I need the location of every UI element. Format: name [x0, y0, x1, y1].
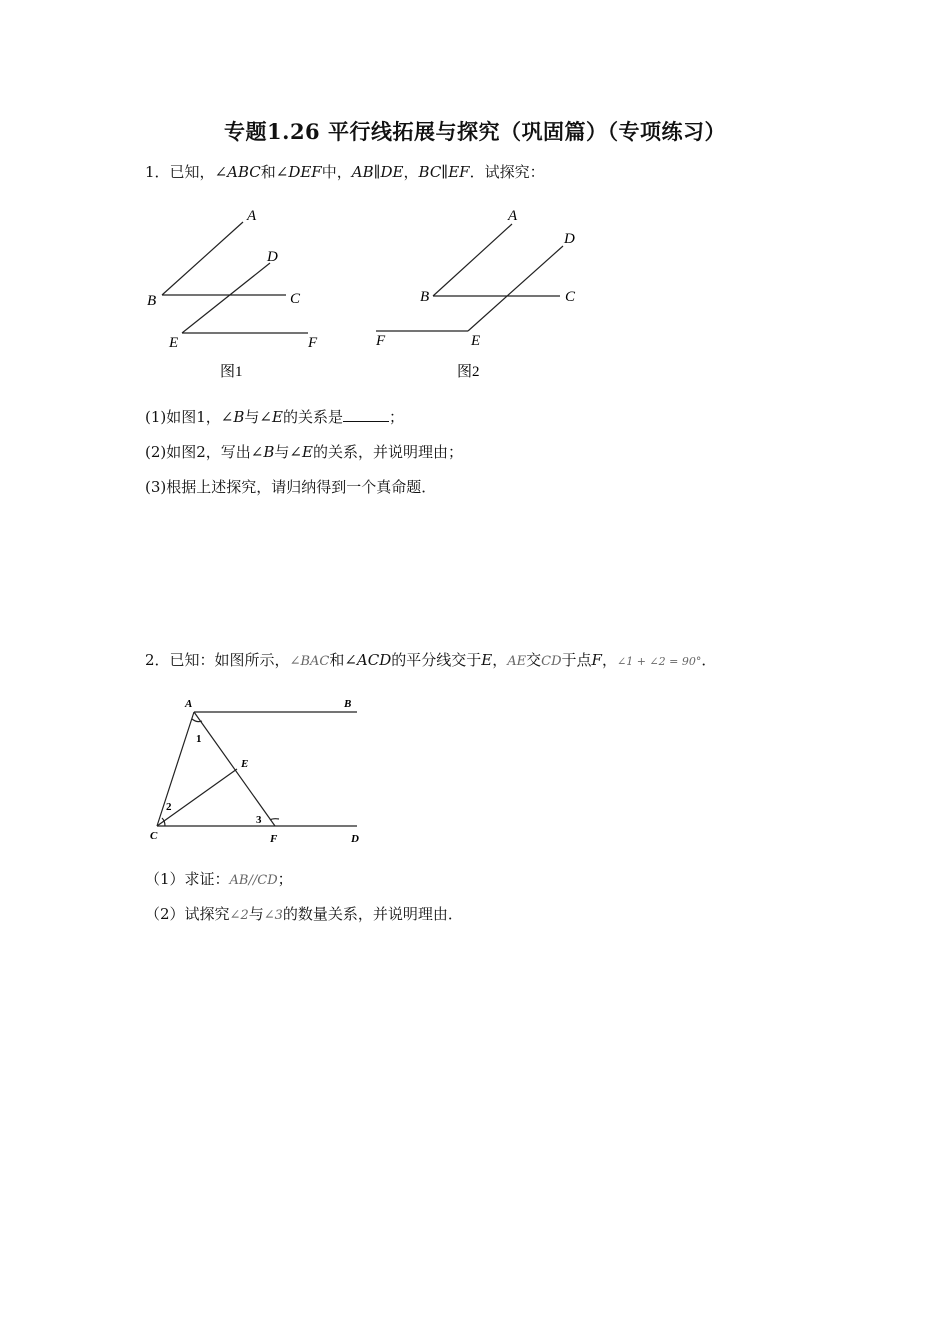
fig1-caption: 图1 [220, 364, 243, 380]
fig2-caption: 图2 [457, 364, 480, 380]
q1-stem [145, 162, 545, 182]
fig1-label-b: B [147, 293, 157, 309]
line-ed [182, 263, 270, 333]
q1-angle-abc: ∠ABC [214, 163, 261, 181]
q1-mid: 中， [321, 163, 352, 181]
q1-sub2-with: 与 [274, 443, 290, 461]
q2-cross: 交 [526, 651, 542, 669]
fig1-label-e: E [169, 335, 179, 351]
q2-line-ae: AE [507, 654, 527, 669]
q1-parallel-2: BC∥EF [418, 163, 470, 181]
q2-stem [145, 650, 716, 672]
q2-comma-2: ， [601, 651, 617, 669]
q2-angle-label-2: 2 [166, 801, 172, 813]
fig2-label-b: B [420, 289, 430, 305]
line-ce [157, 769, 237, 826]
q2-sub-2 [145, 904, 463, 926]
q1-angle-def: ∠DEF [275, 163, 322, 181]
fig2-label-d: D [564, 231, 575, 247]
fig1-label-d: D [267, 249, 278, 265]
q1-figure-1 [140, 200, 340, 385]
q1-number: 1． [145, 163, 170, 181]
q2-line-cd: CD [541, 654, 562, 669]
fig1-label-f: F [308, 335, 318, 351]
q2-sub-1 [145, 869, 293, 891]
q2-fig-label-d: D [351, 833, 359, 845]
q1-sub-1 [145, 407, 404, 427]
q2-fig-label-a: A [185, 698, 193, 710]
fig1-label-a: A [247, 208, 257, 224]
q1-sub2-angle-b: ∠B [250, 443, 275, 461]
fig2-label-c: C [565, 289, 576, 305]
fig2-label-e: E [471, 333, 481, 349]
q1-sub1-suffix: 的关系是 [282, 408, 343, 426]
q2-sub2-angle-3: ∠3 [263, 908, 283, 923]
q2-condition: ∠1 + ∠2 = 90° [616, 655, 702, 668]
answer-blank[interactable] [343, 407, 389, 422]
q1-figure-2 [370, 200, 590, 385]
q2-fig-label-c: C [150, 830, 158, 842]
q2-number: 2． [145, 651, 170, 669]
q1-sub-3: (3)根据上述探究，请归纳得到一个真命题． [145, 478, 437, 496]
angle-mark-3 [270, 819, 279, 820]
q2-point-f: F [591, 651, 602, 669]
q2-sub2-with: 与 [248, 905, 264, 923]
fig2-label-f: F [376, 333, 386, 349]
q2-angle-label-3: 3 [256, 814, 262, 826]
line-ba [162, 222, 243, 295]
q2-comma-1: ， [492, 651, 508, 669]
q2-sub1-end: ； [277, 870, 293, 888]
q2-sub2-suffix: 的数量关系，并说明理由． [282, 905, 463, 923]
q2-mid: 的平分线交于 [391, 651, 482, 669]
q1-sub-2 [145, 442, 463, 462]
q1-sub2-prefix: (2)如图2，写出 [145, 443, 251, 461]
q1-stem-end: ．试探究： [469, 163, 545, 181]
line-ba [433, 224, 512, 296]
q1-sub1-with: 与 [244, 408, 260, 426]
q2-angle-bac: ∠BAC [289, 654, 330, 669]
q1-sub2-suffix: 的关系，并说明理由； [312, 443, 463, 461]
fig2-label-a: A [508, 208, 518, 224]
q2-angle-label-1: 1 [196, 733, 202, 745]
fig1-label-c: C [290, 291, 301, 307]
q1-stem-prefix: 已知， [169, 163, 215, 181]
q2-stem-prefix: 已知：如图所示， [169, 651, 290, 669]
q1-sub2-angle-e: ∠E [289, 443, 313, 461]
q1-sub1-angle-e: ∠E [259, 408, 283, 426]
q1-sub1-end: ； [388, 408, 404, 426]
q1-sub1-angle-b: ∠B [220, 408, 245, 426]
line-ac [157, 712, 194, 826]
q2-fig-label-f: F [270, 833, 278, 845]
q2-sub2-prefix: （2）试探究 [145, 905, 230, 923]
q2-fig-label-b: B [344, 698, 352, 710]
line-af [194, 712, 275, 826]
q1-parallel-1: AB∥DE [351, 163, 404, 181]
q2-conj: 和 [329, 651, 345, 669]
q2-at: 于点 [561, 651, 592, 669]
page-title: 专题1.26 平行线拓展与探究（巩固篇）（专项练习） [224, 119, 726, 144]
q2-fig-label-e: E [241, 758, 249, 770]
line-ed [468, 246, 563, 331]
q2-stem-end: ． [701, 651, 717, 669]
q1-sub1-prefix: (1)如图1， [145, 408, 221, 426]
q2-sub1-prefix: （1）求证： [145, 870, 230, 888]
q2-point-e: E [481, 651, 493, 669]
q1-comma: ， [403, 163, 419, 181]
q2-figure [140, 690, 380, 855]
q1-conj: 和 [260, 163, 276, 181]
q2-angle-acd: ∠ACD [344, 651, 392, 669]
q2-sub1-expr: AB//CD [229, 873, 278, 888]
q2-sub2-angle-2: ∠2 [229, 908, 249, 923]
